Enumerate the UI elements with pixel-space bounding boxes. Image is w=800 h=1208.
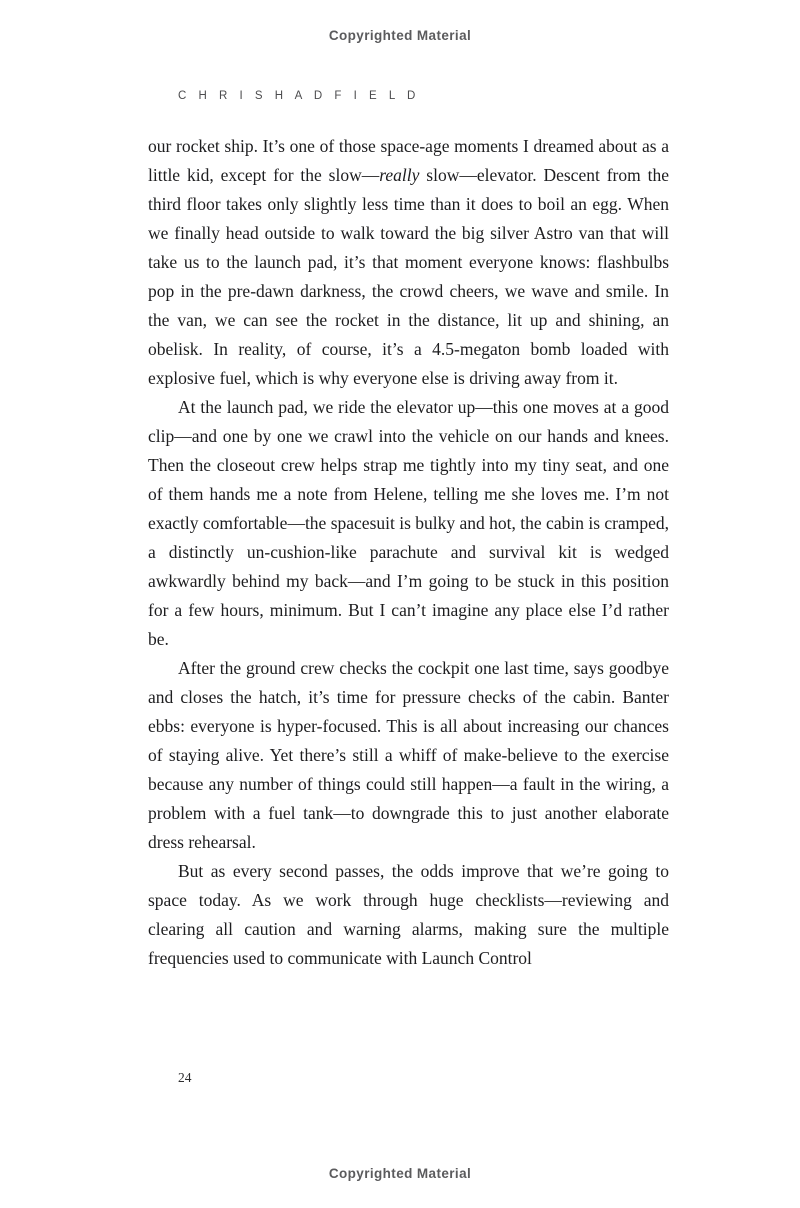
page-number: 24 [178, 1070, 192, 1085]
paragraph-1-text-after: slow—elevator. Descent from the third floor takes only slightly less time than it does to boil an egg. When we finally head outside to walk toward the big silver Astro van that will take us to the launch pad, it’s that moment everyone knows: flashbulbs pop in the pre-dawn darkness, the crowd cheers, we wave and smile. In the van, we can see the rocket in the distance, lit up and shining, an obelisk. In reality, of course, it’s a 4.5-megaton bomb loaded with explosive fuel, which is why everyone else is driving away from it. [148, 165, 669, 388]
paragraph-2: At the launch pad, we ride the elevator up—this one moves at a good clip—and one by one we crawl into the vehicle on our hands and knees. Then the closeout crew helps strap me tightly into my tiny seat, and one of them hands me a note from Helene, telling me she loves me. I’m not exactly comfortable—the spacesuit is bulky and hot, the cabin is cramped, a distinctly un-cushion-like parachute and survival kit is wedged awkwardly behind my back—and I’m going to be stuck in this position for a few hours, minimum. But I can’t imagine any place else I’d rather be. [148, 397, 669, 649]
body-text [148, 132, 669, 973]
paragraph-1 [148, 132, 669, 393]
running-header-author: C H R I S H A D F I E L D [178, 90, 420, 102]
paragraph-1-text-before: our rocket ship. It’s one of those space-age moments I dreamed about as a little kid, except for the slow— [148, 136, 669, 185]
paragraph-1-italic-word: really [379, 165, 420, 185]
paragraph-3: After the ground crew checks the cockpit one last time, says goodbye and closes the hatch, it’s time for pressure checks of the cabin. Banter ebbs: everyone is hyper-focused. This is all about increasing our chances of staying alive. Yet there’s still a whiff of make-believe to the exercise because any number of things could still happen—a fault in the wiring, a problem with a fuel tank—to downgrade this to just another elaborate dress rehearsal. [148, 658, 669, 852]
copyright-notice-bottom: Copyrighted Material [328, 1166, 472, 1181]
copyright-notice-top: Copyrighted Material [328, 28, 472, 43]
paragraph-4: But as every second passes, the odds improve that we’re going to space today. As we work through huge checklists—reviewing and clearing all caution and warning alarms, making sure the multiple frequencies used to communicate with Launch Control [148, 861, 669, 968]
